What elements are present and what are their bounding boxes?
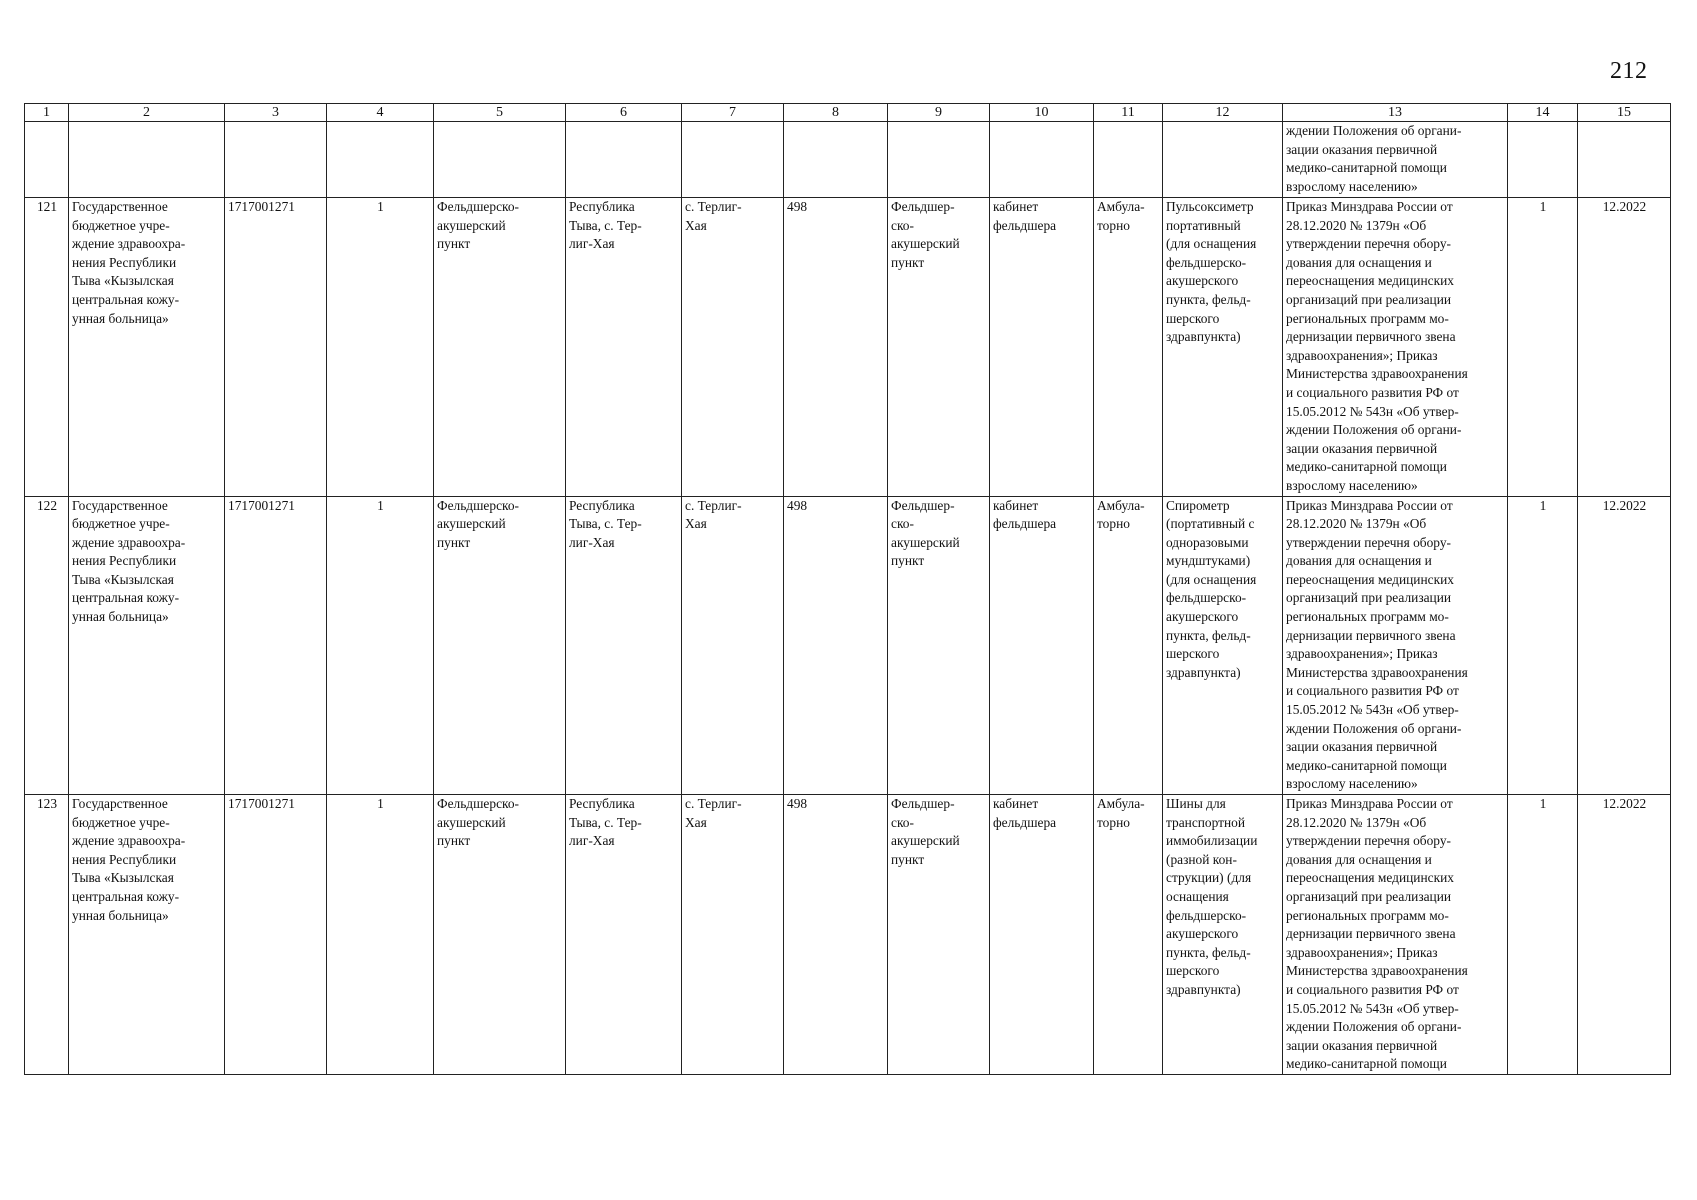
text-line: струкции) (для xyxy=(1166,870,1252,886)
text-line: Государственное xyxy=(72,199,168,214)
organization-name xyxy=(69,198,225,497)
text-line: центральная кожу- xyxy=(72,888,180,904)
text-line: здравпункта) xyxy=(1166,664,1241,680)
date: 12.2022 xyxy=(1578,198,1671,497)
legal-basis xyxy=(1283,496,1508,795)
cell xyxy=(69,122,225,198)
text-line: организаций при реализации xyxy=(1286,291,1452,307)
text-line: нения Республики xyxy=(72,851,177,867)
organization-name xyxy=(69,795,225,1075)
department xyxy=(888,496,990,795)
header-col-12: 12 xyxy=(1163,104,1283,122)
text-line: зации оказания первичной xyxy=(1286,440,1438,456)
facility-type xyxy=(434,496,566,795)
text-line: Хая xyxy=(685,516,707,532)
text-line: акушерский xyxy=(437,814,506,830)
cell xyxy=(1578,122,1671,198)
text-line: Тыва, с. Тер- xyxy=(569,217,642,233)
text-line: фельдшерско- xyxy=(1166,590,1247,606)
table-row xyxy=(25,496,1671,795)
col-4-value: 1 xyxy=(327,496,434,795)
legal-basis xyxy=(1283,795,1508,1075)
col-8-value: 498 xyxy=(784,795,888,1075)
text-line: кабинет xyxy=(993,497,1039,513)
header-row xyxy=(25,104,1671,122)
address xyxy=(566,496,682,795)
text-line: фельдшера xyxy=(993,814,1057,830)
text-line: ско- xyxy=(891,516,914,532)
text-line: Республика xyxy=(569,796,635,811)
text-line: утверждении перечня обору- xyxy=(1286,534,1451,550)
text-line: организаций при реализации xyxy=(1286,888,1452,904)
text-line: унная больница» xyxy=(72,907,169,923)
text-line: с. Терлиг- xyxy=(685,199,742,214)
text-line: 15.05.2012 № 543н «Об утвер- xyxy=(1286,1000,1459,1016)
text-line: Амбула- xyxy=(1097,199,1145,214)
text-line: акушерский xyxy=(437,516,506,532)
text-line: с. Терлиг- xyxy=(685,796,742,811)
text-line: пункта, фельд- xyxy=(1166,291,1251,307)
text-line: оснащения xyxy=(1166,888,1229,904)
text-line: унная больница» xyxy=(72,310,169,326)
col-4-value: 1 xyxy=(327,198,434,497)
text-line: торно xyxy=(1097,814,1130,830)
text-line: фельдшерско- xyxy=(1166,254,1247,270)
text-line: Министерства здравоохранения xyxy=(1286,664,1468,680)
text-line: бюджетное учре- xyxy=(72,814,170,830)
text-line: 28.12.2020 № 1379н «Об xyxy=(1286,814,1427,830)
text-line: акушерский xyxy=(891,534,960,550)
text-line: переоснащения медицинских xyxy=(1286,571,1454,587)
inn: 1717001271 xyxy=(225,198,327,497)
text-line: медико-санитарной помощи xyxy=(1286,1056,1447,1072)
inn: 1717001271 xyxy=(225,795,327,1075)
text-line: дернизации первичного звена xyxy=(1286,627,1456,643)
text-line: мундштуками) xyxy=(1166,553,1251,569)
text-line: Министерства здравоохранения xyxy=(1286,366,1468,382)
col-4-value: 1 xyxy=(327,795,434,1075)
cell xyxy=(566,122,682,198)
text-line: региональных программ мо- xyxy=(1286,907,1449,923)
header-col-7: 7 xyxy=(682,104,784,122)
header-col-10: 10 xyxy=(990,104,1094,122)
department xyxy=(888,795,990,1075)
text-line: шерского xyxy=(1166,963,1220,979)
text-line: Фельдшерско- xyxy=(437,199,519,214)
text-line: Приказ Минздрава России от xyxy=(1286,497,1453,513)
text-line: Приказ Минздрава России от xyxy=(1286,796,1453,811)
text-line: лиг-Хая xyxy=(569,236,615,252)
row-number: 123 xyxy=(25,795,69,1075)
text-line: одноразовыми xyxy=(1166,534,1249,550)
text-line: пункт xyxy=(437,534,471,550)
header-col-1: 1 xyxy=(25,104,69,122)
text-line: бюджетное учре- xyxy=(72,516,170,532)
text-line: акушерский xyxy=(891,833,960,849)
text-line: пункта, фельд- xyxy=(1166,944,1251,960)
text-line: 15.05.2012 № 543н «Об утвер- xyxy=(1286,403,1459,419)
header-col-3: 3 xyxy=(225,104,327,122)
text-line: медико-санитарной помощи xyxy=(1286,459,1447,475)
text-line: транспортной xyxy=(1166,814,1246,830)
text-line: организаций при реализации xyxy=(1286,590,1452,606)
text-line: ждении Положения об органи- xyxy=(1286,720,1462,736)
header-col-4: 4 xyxy=(327,104,434,122)
table-row xyxy=(25,198,1671,497)
header-col-6: 6 xyxy=(566,104,682,122)
text-line: Министерства здравоохранения xyxy=(1286,963,1468,979)
text-line: торно xyxy=(1097,516,1130,532)
cell xyxy=(25,122,69,198)
organization-name xyxy=(69,496,225,795)
text-line: портативный xyxy=(1166,217,1241,233)
text-line: и социального развития РФ от xyxy=(1286,384,1459,400)
text-line: нения Республики xyxy=(72,254,177,270)
text-line: фельдшера xyxy=(993,516,1057,532)
text-line: Государственное xyxy=(72,796,168,811)
room xyxy=(990,795,1094,1075)
text-line: здравоохранения»; Приказ xyxy=(1286,646,1438,662)
row-number: 122 xyxy=(25,496,69,795)
text-line: ждение здравоохра- xyxy=(72,833,186,849)
text-line: региональных программ мо- xyxy=(1286,310,1449,326)
text-line: региональных программ мо- xyxy=(1286,609,1449,625)
text-line: дернизации первичного звена xyxy=(1286,926,1456,942)
text-line: унная больница» xyxy=(72,609,169,625)
legal-basis xyxy=(1283,198,1508,497)
text-line: ждении Положения об органи- xyxy=(1286,422,1462,438)
text-line: ждение здравоохра- xyxy=(72,534,186,550)
document-table xyxy=(24,103,1671,1075)
cell xyxy=(990,122,1094,198)
care-mode xyxy=(1094,198,1163,497)
text-line: с. Терлиг- xyxy=(685,497,742,513)
text-line: торно xyxy=(1097,217,1130,233)
text-line: Фельдшер- xyxy=(891,497,955,513)
care-mode xyxy=(1094,795,1163,1075)
equipment xyxy=(1163,795,1283,1075)
text-line: ско- xyxy=(891,814,914,830)
text-line: ско- xyxy=(891,217,914,233)
text-line: здравпункта) xyxy=(1166,329,1241,345)
address xyxy=(566,198,682,497)
care-mode xyxy=(1094,496,1163,795)
text-line: взрослому населению» xyxy=(1286,477,1418,493)
text-line: и социального развития РФ от xyxy=(1286,683,1459,699)
text-line: медико-санитарной помощи xyxy=(1286,757,1447,773)
cell xyxy=(225,122,327,198)
facility-type xyxy=(434,198,566,497)
text-line: лиг-Хая xyxy=(569,534,615,550)
text-line: дования для оснащения и xyxy=(1286,254,1432,270)
text-line: шерского xyxy=(1166,310,1220,326)
text-line: переоснащения медицинских xyxy=(1286,870,1454,886)
text-line: Фельдшерско- xyxy=(437,497,519,513)
settlement xyxy=(682,198,784,497)
text-line: Тыва «Кызылская xyxy=(72,571,174,587)
header-col-13: 13 xyxy=(1283,104,1508,122)
quantity: 1 xyxy=(1508,795,1578,1075)
text-line: (разной кон- xyxy=(1166,851,1237,867)
text-line: Пульсоксиметр xyxy=(1166,199,1254,214)
text-line: зации оказания первичной xyxy=(1286,1037,1438,1053)
text-line: утверждении перечня обору- xyxy=(1286,833,1451,849)
text-line: Фельдшерско- xyxy=(437,796,519,811)
settlement xyxy=(682,795,784,1075)
text-line: Республика xyxy=(569,497,635,513)
text-line: пункт xyxy=(437,236,471,252)
cell xyxy=(888,122,990,198)
text-line: дования для оснащения и xyxy=(1286,553,1432,569)
text-line: 28.12.2020 № 1379н «Об xyxy=(1286,217,1427,233)
cell xyxy=(1163,122,1283,198)
equipment xyxy=(1163,496,1283,795)
inn: 1717001271 xyxy=(225,496,327,795)
text-line: Хая xyxy=(685,814,707,830)
room xyxy=(990,198,1094,497)
text-line: Фельдшер- xyxy=(891,199,955,214)
text-line: ждение здравоохра- xyxy=(72,236,186,252)
text-line: кабинет xyxy=(993,199,1039,214)
cell xyxy=(682,122,784,198)
text-line: Тыва «Кызылская xyxy=(72,870,174,886)
text-line: акушерского xyxy=(1166,926,1239,942)
text-line: ждении Положения об органи- xyxy=(1286,123,1462,138)
text-line: (для оснащения xyxy=(1166,236,1257,252)
text-line: Тыва, с. Тер- xyxy=(569,516,642,532)
text-line: (портативный с xyxy=(1166,516,1255,532)
quantity: 1 xyxy=(1508,198,1578,497)
text-line: Амбула- xyxy=(1097,796,1145,811)
text-line: шерского xyxy=(1166,646,1220,662)
text-line: взрослому населению» xyxy=(1286,178,1418,194)
text-line: центральная кожу- xyxy=(72,590,180,606)
cell xyxy=(784,122,888,198)
legal-basis-continuation xyxy=(1283,122,1508,198)
row-number: 121 xyxy=(25,198,69,497)
date: 12.2022 xyxy=(1578,496,1671,795)
address xyxy=(566,795,682,1075)
text-line: здравоохранения»; Приказ xyxy=(1286,347,1438,363)
text-line: и социального развития РФ от xyxy=(1286,981,1459,997)
header-col-8: 8 xyxy=(784,104,888,122)
text-line: Амбула- xyxy=(1097,497,1145,513)
text-line: бюджетное учре- xyxy=(72,217,170,233)
text-line: акушерского xyxy=(1166,273,1239,289)
text-line: (для оснащения xyxy=(1166,571,1257,587)
text-line: кабинет xyxy=(993,796,1039,811)
text-line: взрослому населению» xyxy=(1286,776,1418,792)
text-line: иммобилизации xyxy=(1166,833,1258,849)
header-col-2: 2 xyxy=(69,104,225,122)
text-line: здравоохранения»; Приказ xyxy=(1286,944,1438,960)
col-8-value: 498 xyxy=(784,198,888,497)
text-line: медико-санитарной помощи xyxy=(1286,160,1447,176)
text-line: Приказ Минздрава России от xyxy=(1286,199,1453,214)
text-line: зации оказания первичной xyxy=(1286,141,1438,157)
text-line: Хая xyxy=(685,217,707,233)
text-line: пункта, фельд- xyxy=(1166,627,1251,643)
text-line: нения Республики xyxy=(72,553,177,569)
page-number: 212 xyxy=(1610,58,1648,84)
text-line: переоснащения медицинских xyxy=(1286,273,1454,289)
cell xyxy=(327,122,434,198)
text-line: ждении Положения об органи- xyxy=(1286,1019,1462,1035)
text-line: лиг-Хая xyxy=(569,833,615,849)
text-line: утверждении перечня обору- xyxy=(1286,236,1451,252)
text-line: акушерский xyxy=(891,236,960,252)
text-line: пункт xyxy=(891,851,925,867)
equipment xyxy=(1163,198,1283,497)
cell xyxy=(1094,122,1163,198)
text-line: зации оказания первичной xyxy=(1286,739,1438,755)
text-line: дернизации первичного звена xyxy=(1286,329,1456,345)
text-line: фельдшерско- xyxy=(1166,907,1247,923)
text-line: дования для оснащения и xyxy=(1286,851,1432,867)
text-line: фельдшера xyxy=(993,217,1057,233)
date: 12.2022 xyxy=(1578,795,1671,1075)
header-col-9: 9 xyxy=(888,104,990,122)
text-line: акушерский xyxy=(437,217,506,233)
header-col-11: 11 xyxy=(1094,104,1163,122)
text-line: Тыва, с. Тер- xyxy=(569,814,642,830)
settlement xyxy=(682,496,784,795)
text-line: 28.12.2020 № 1379н «Об xyxy=(1286,516,1427,532)
cell xyxy=(1508,122,1578,198)
continuation-row xyxy=(25,122,1671,198)
text-line: пункт xyxy=(891,254,925,270)
text-line: Спирометр xyxy=(1166,497,1230,513)
quantity: 1 xyxy=(1508,496,1578,795)
header-col-5: 5 xyxy=(434,104,566,122)
text-line: центральная кожу- xyxy=(72,291,180,307)
text-line: Тыва «Кызылская xyxy=(72,273,174,289)
header-col-15: 15 xyxy=(1578,104,1671,122)
cell xyxy=(434,122,566,198)
room xyxy=(990,496,1094,795)
text-line: здравпункта) xyxy=(1166,981,1241,997)
header-col-14: 14 xyxy=(1508,104,1578,122)
text-line: пункт xyxy=(891,553,925,569)
department xyxy=(888,198,990,497)
table-row xyxy=(25,795,1671,1075)
text-line: Республика xyxy=(569,199,635,214)
text-line: 15.05.2012 № 543н «Об утвер- xyxy=(1286,702,1459,718)
text-line: Фельдшер- xyxy=(891,796,955,811)
facility-type xyxy=(434,795,566,1075)
text-line: Государственное xyxy=(72,497,168,513)
text-line: Шины для xyxy=(1166,796,1226,811)
text-line: пункт xyxy=(437,833,471,849)
col-8-value: 498 xyxy=(784,496,888,795)
text-line: акушерского xyxy=(1166,609,1239,625)
